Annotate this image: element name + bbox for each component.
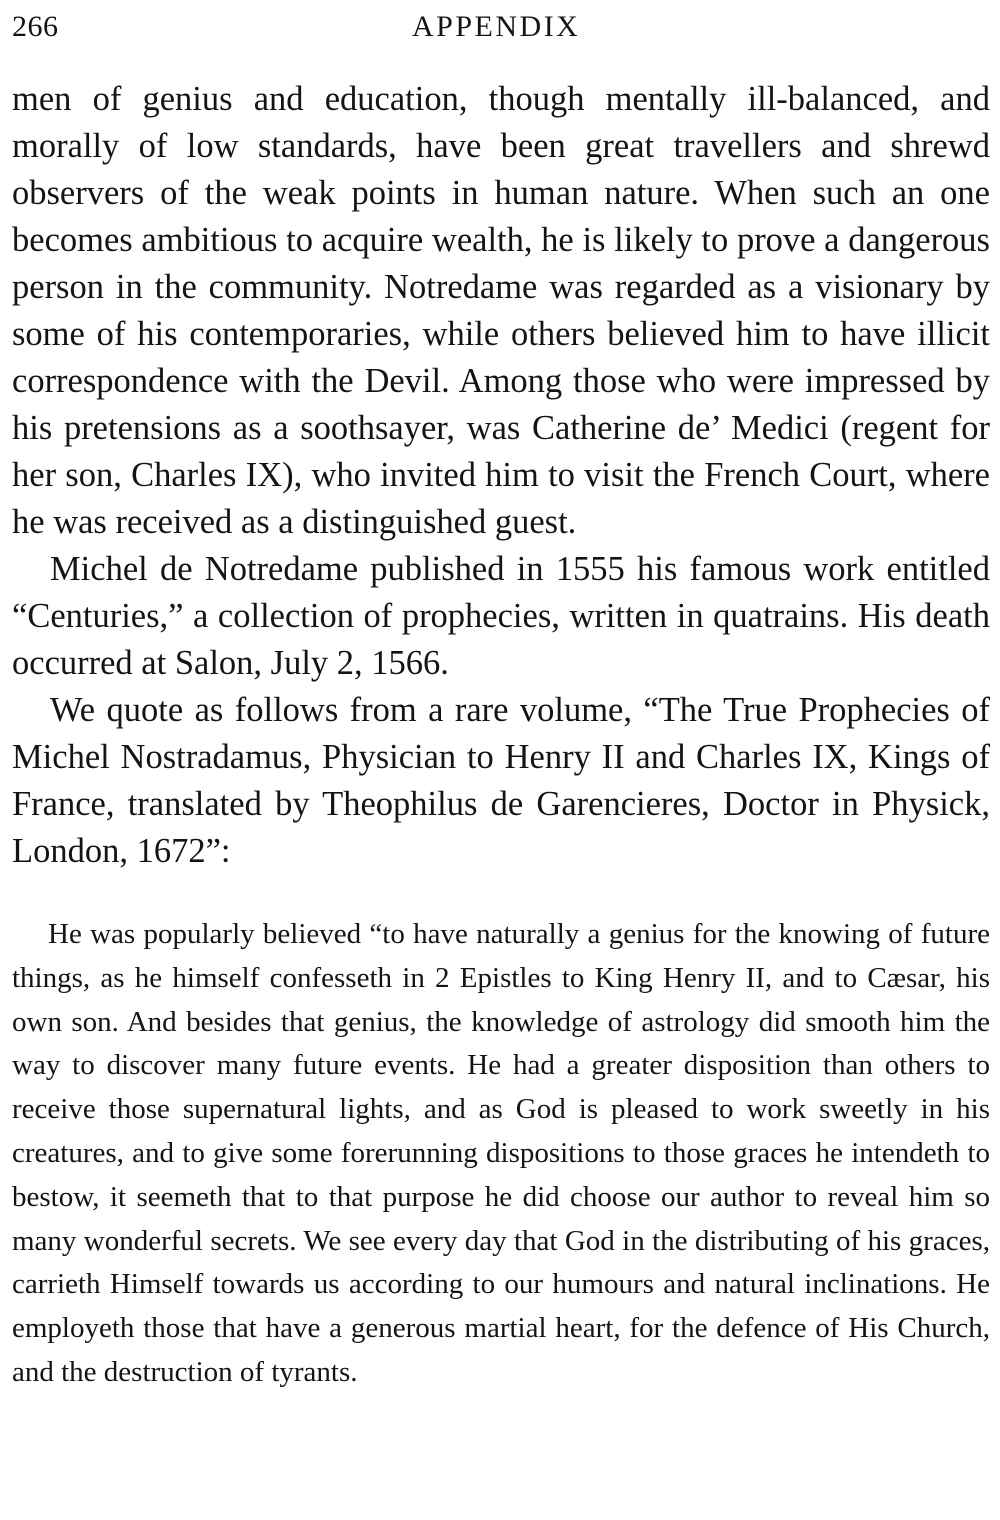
block-quote: He was popularly believed “to have naturally a genius for the knowing of future things, as he himself confesseth in 2 Epistles to King Henry II, and to Cæsar, his own son. And besides that genius, the knowledge of astrology did smooth him the way to discover many future events. He had a greater disposition than others to receive those supernatural lights, and as God is pleased to work sweetly in his creatures, and to give some forerunning dispositions to those graces he intendeth to bestow, it seemeth that to that purpose he did choose our author to reveal him so many wonderful secrets. We see every day that God in the distributing of his graces, carrieth Himself towards us according to our humours and natural inclinations. He employeth those that have a generous martial heart, for the defence of His Church, and the destruction of tyrants. — [12, 918, 990, 1388]
body-text — [12, 76, 990, 875]
paragraph-quote-intro: We quote as follows from a rare volume, “The True Prophecies of Michel Nostradamus, Physician to Henry II and Charles IX, Kings of France, translated by Theophilus de Garencieres, Doctor in Physick, London, 1672”: — [12, 691, 990, 870]
paragraph-centuries: Michel de Notredame published in 1555 his famous work entitled “Centuries,” a collection of prophecies, written in quatrains. His death occurred at Salon, July 2, 1566. — [12, 550, 990, 682]
running-head: APPENDIX — [412, 10, 581, 43]
paragraph-continuation: men of genius and education, though mentally ill-balanced, and morally of low standards, have been great travellers and shrewd observers of the weak points in human nature. When such an one becomes ambitious to acquire wealth, he is likely to prove a dangerous person in the community. Notredame was regarded as a visionary by some of his contemporaries, while others believed him to have illicit correspondence with the Devil. Among those who were impressed by his pretensions as a soothsayer, was Catherine de’ Medici (regent for her son, Charles IX), who invited him to visit the French Court, where he was received as a distinguished guest. — [12, 80, 990, 541]
page-header — [12, 6, 990, 50]
page-number: 266 — [12, 10, 59, 43]
